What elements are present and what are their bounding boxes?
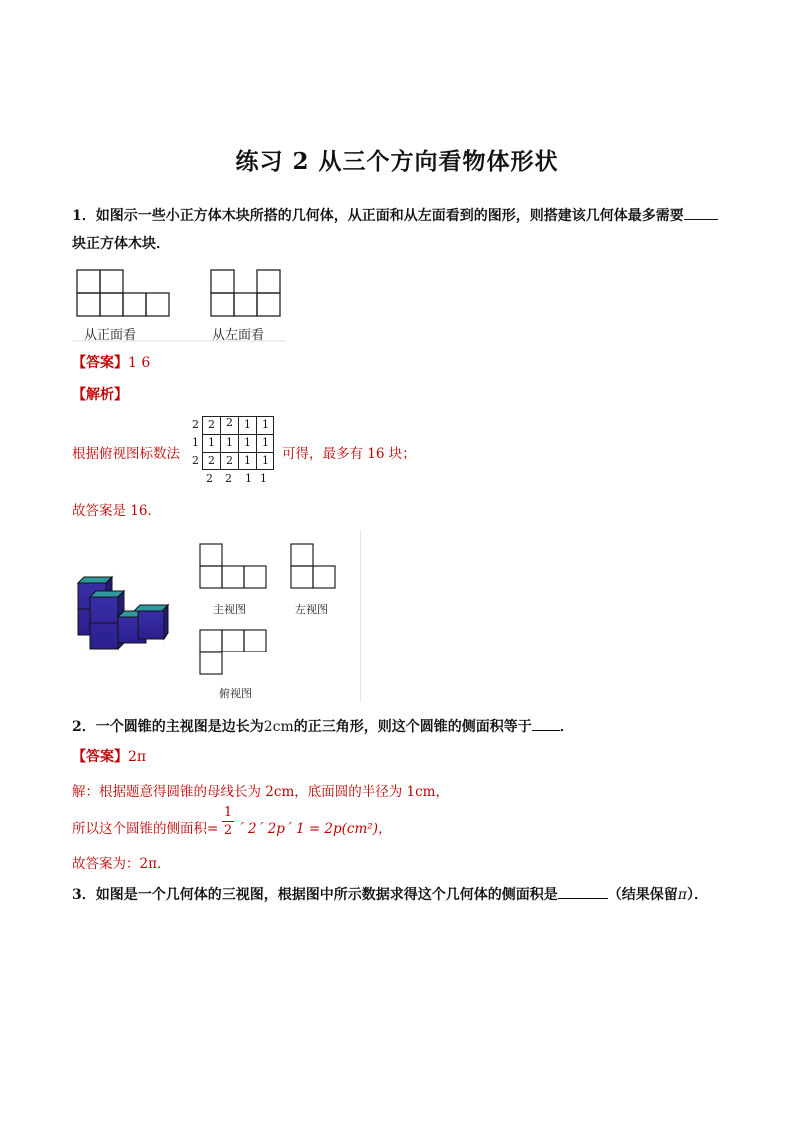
top-view-cell: [244, 630, 266, 652]
col-label: 2: [225, 472, 232, 485]
analysis-tag: 【解析】: [72, 387, 128, 403]
question-1-line2: 块正方体木块．: [72, 236, 170, 252]
left-cell: [211, 270, 234, 293]
q1-answer: [72, 352, 150, 372]
left-view-caption: 左视图: [295, 603, 328, 616]
left-view-label: 从左面看: [212, 328, 265, 343]
answer-value: 2π: [128, 749, 147, 765]
q2-conclusion: 故答案为：2π．: [72, 856, 171, 872]
row-label: 1: [192, 436, 199, 449]
left-view-cell: [313, 566, 335, 588]
fraction-denominator: 2: [223, 823, 233, 838]
main-view-caption: 主视图: [213, 603, 246, 616]
answer-blank: [558, 884, 608, 899]
question-3-text-c: ）．: [686, 887, 708, 903]
grid-cell: 1: [262, 454, 269, 467]
q2-solution-prefix: 所以这个圆锥的侧面积=: [72, 821, 219, 837]
left-cell: [257, 293, 280, 316]
answer-value: 1 6: [128, 355, 151, 371]
grid-cell: 2: [208, 454, 215, 467]
main-view-cell: [244, 566, 266, 588]
grid-cell: 2: [226, 454, 233, 467]
main-view-cell: [200, 544, 222, 566]
top-view-lower-cell: [196, 650, 226, 676]
top-view-caption: 俯视图: [219, 687, 252, 700]
row-label: 2: [192, 418, 199, 431]
analysis-prefix: 根据俯视图标数法: [72, 446, 180, 462]
fraction-numerator: 1: [223, 805, 233, 820]
grid-cell: 1: [208, 436, 215, 449]
question-3-text-b: （结果保留: [607, 887, 678, 903]
row-label: 2: [192, 454, 199, 467]
answer-blank: [532, 716, 560, 731]
main-view-cell: [200, 566, 222, 588]
grid-cell: 2: [208, 418, 215, 431]
answer-tag: 【答案】: [72, 355, 128, 371]
question-2-text-b: 的正三角形，则这个圆锥的侧面积等于: [293, 719, 532, 735]
q2-solution-expression: ´ 2´ 2p´ 1 = 2p(cm²)，: [237, 821, 392, 837]
question-2-text-a: 2．一个圆锥的主视图是边长为: [72, 719, 264, 735]
pi-symbol: π: [677, 887, 687, 903]
top-view-cell: [222, 630, 244, 652]
q2-solution-line1: 解：根据题意得圆锥的母线长为 2cm，底面圆的半径为 1cm，: [72, 784, 449, 800]
col-label: 1: [260, 472, 267, 485]
main-view-cell: [222, 566, 244, 588]
left-view-cell: [291, 544, 313, 566]
grid-cell: 1: [226, 436, 233, 449]
front-cell: [77, 293, 100, 316]
q1-conclusion: 故答案是 16．: [72, 503, 161, 519]
analysis-suffix: 可得，最多有 16 块；: [282, 446, 416, 462]
front-cell: [146, 293, 169, 316]
grid-cell: 1: [244, 436, 251, 449]
views-grid-figure: [196, 540, 346, 652]
q2-answer: [72, 746, 146, 766]
grid-cell: 1: [244, 418, 251, 431]
answer-tag: 【答案】: [72, 749, 128, 765]
left-cell: [211, 293, 234, 316]
fraction: [222, 805, 234, 838]
question-1-text: 1．如图示一些小正方体木块所搭的几何体，从正面和从左面看到的图形，则搭建该几何体最多需要: [72, 208, 684, 224]
page-title: 练习 2 从三个方向看物体形状: [235, 148, 559, 175]
question-3: [72, 882, 732, 908]
question-1: [72, 203, 732, 229]
question-3-text-a: 3．如图是一个几何体的三视图，根据图中所示数据求得这个几何体的侧面积是: [72, 887, 558, 903]
col-label: 2: [206, 472, 213, 485]
front-cell: [123, 293, 146, 316]
top-view-cell: [200, 630, 222, 652]
front-view-label: 从正面看: [84, 328, 137, 343]
col-label: 1: [245, 472, 252, 485]
top-view-count-grid: [188, 414, 278, 486]
grid-cell: 2: [226, 416, 233, 429]
front-cell: [100, 270, 123, 293]
left-cell: [257, 270, 280, 293]
cube-stack-3d: [72, 575, 172, 655]
answer-blank: [684, 205, 718, 220]
grid-cell: 1: [262, 436, 269, 449]
question-2-end: ．: [559, 719, 574, 735]
grid-cell: 1: [244, 454, 251, 467]
question-2: [72, 714, 574, 740]
front-cell: [100, 293, 123, 316]
grid-cell: 1: [262, 418, 269, 431]
left-cell: [234, 293, 257, 316]
front-cell: [77, 270, 100, 293]
side-length: 2cm: [263, 719, 294, 735]
left-view-cell: [291, 566, 313, 588]
